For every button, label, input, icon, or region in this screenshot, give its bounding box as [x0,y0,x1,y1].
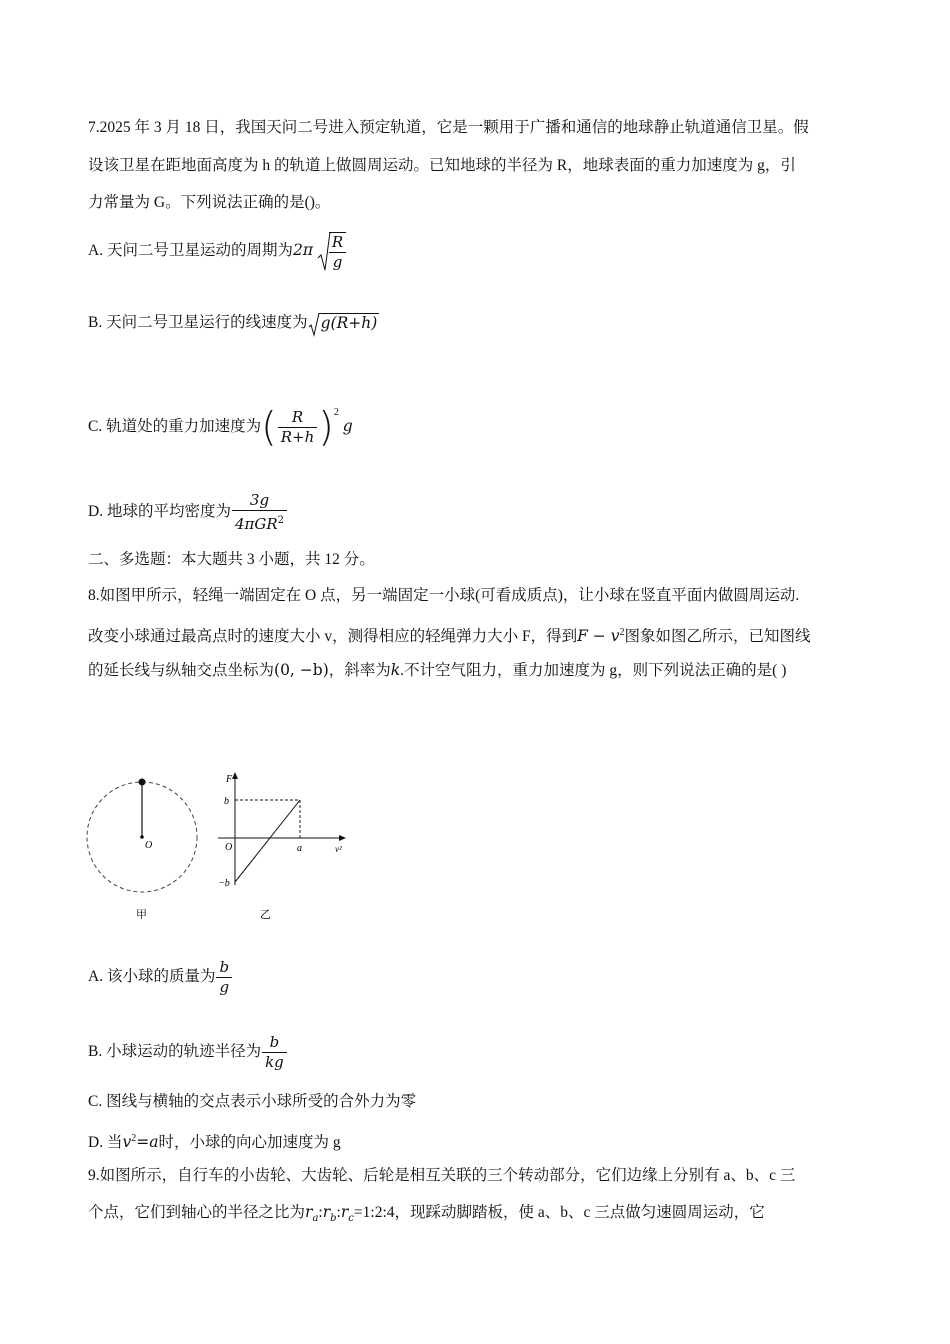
label-O-left: O [145,840,153,851]
label-a: a [297,843,302,854]
q7-stem-line3: 力常量为 G。下列说法正确的是()。 [88,194,331,211]
q8-figure-svg [80,770,370,930]
q8-stem-line1: 8.如图甲所示，轻绳一端固定在 O 点，另一端固定一小球(可看成质点)，让小球在竖直平面内做圆周运动. [88,587,800,604]
sqrt-expression: g(R+h) [308,308,380,339]
label-b: b [224,796,229,807]
label-O-right: O [225,842,233,853]
q8-stem-line2: 改变小球通过最高点时的速度大小 v，测得相应的轻绳弹力大小 F，得到$F - v^2$图象如图乙所示，已知图线 [88,627,811,646]
q7-option-a: A. 天问二号卫星运动的周期为2π $\frac{R}{g}$ [88,228,347,274]
q7-stem-line2: 设该卫星在距地面高度为 h 的轨道上做圆周运动。已知地球的半径为 R，地球表面的重力加速度为 g，引 [88,157,796,174]
sqrt-expression: $\frac{R}{g}$ [317,229,347,273]
q7-stem-line1: 7.2025 年 3 月 18 日，我国天问二号进入预定轨道，它是一颗用于广播和通信的地球静止轨道通信卫星。假 [88,119,809,136]
q8-option-c: C. 图线与横轴的交点表示小球所受的合外力为零 [88,1093,417,1110]
caption-jia: 甲 [136,909,147,921]
y-axis-arrow [232,772,238,779]
q9-stem-line1: 9.如图所示，自行车的小齿轮、大齿轮、后轮是相互关联的三个转动部分，它们边缘上分别有 a、b、c 三 [88,1167,796,1184]
q7-option-c: C. 轨道处的重力加速度为( $\frac{R}{R+h}$ )$^2$ g [88,404,353,451]
section-title: 二、多选题：本大题共 3 小题，共 12 分。 [88,551,375,568]
pivot-point [140,835,144,839]
q8-option-a: A. 该小球的质量为 $\frac{b}{g}$ [88,955,233,999]
x-axis-arrow [339,835,346,841]
q9-stem-line2: 个点，它们到轴心的半径之比为$r_a:r_b:r_c=1:2:4$，现踩动脚踏板，使 a、b、c 三点做匀速圆周运动，它 [88,1203,765,1225]
q8-figure [80,770,370,935]
label-negb: −b [218,878,230,889]
label-v2: v² [335,844,342,854]
label-F: F [226,774,233,785]
caption-yi: 乙 [260,909,271,921]
q7-option-d: D. 地球的平均密度为 $\frac{3g}{4\pi GR^2}$ [88,490,288,534]
q8-stem-line3: 的延长线与纵轴交点坐标为(0, −b)，斜率为k.不计空气阻力，重力加速度为 g，则下列说法正确的是( ) [88,661,787,679]
q8-option-d: D. 当$v^2=a$时，小球的向心加速度为 g [88,1133,341,1152]
q7-option-b: B. 天问二号卫星运行的线速度为 g(R+h) [88,308,379,339]
q8-option-b: B. 小球运动的轨迹半径为 $\frac{b}{kg}$ [88,1030,288,1074]
ball [139,779,146,786]
